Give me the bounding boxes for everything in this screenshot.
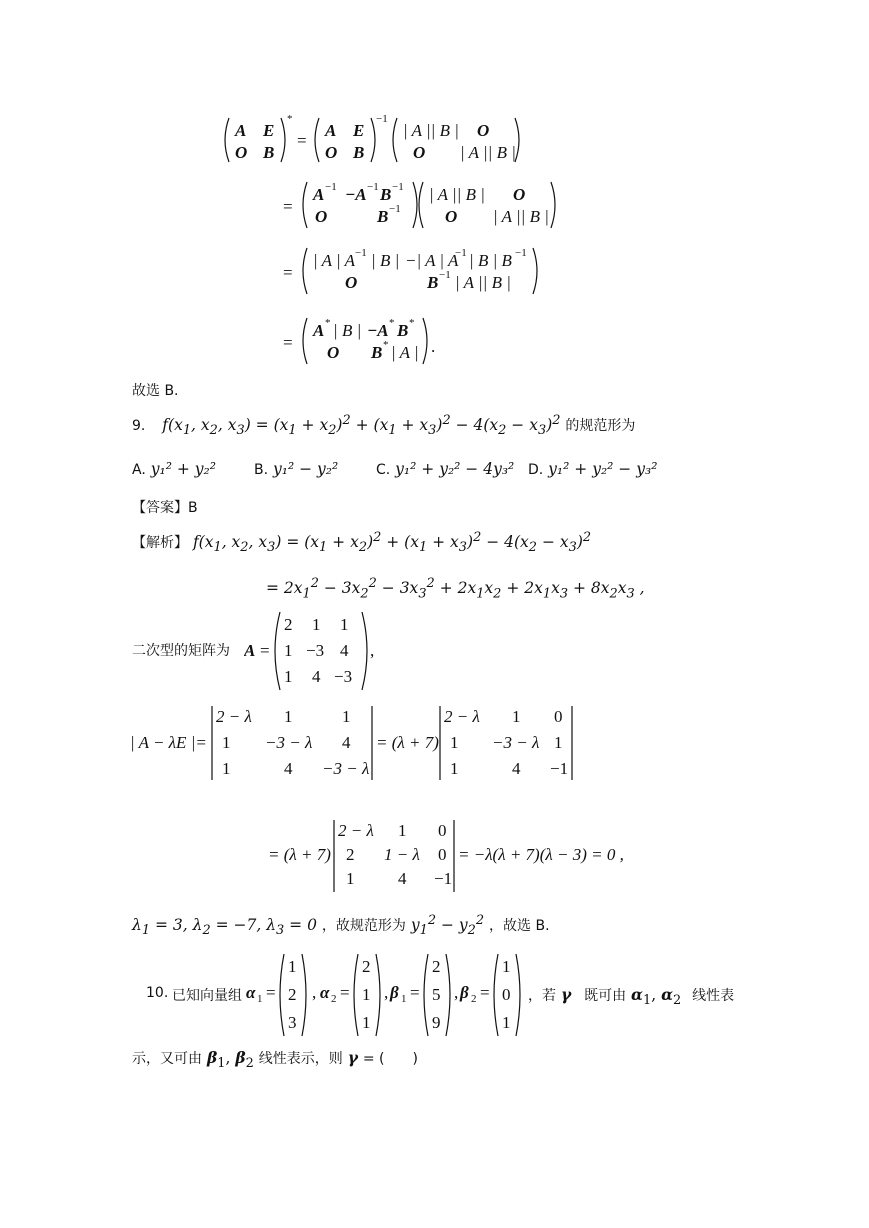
svg-text:= −λ(λ + 7)(λ − 3) = 0 ,: = −λ(λ + 7)(λ − 3) = 0 , (458, 845, 624, 864)
svg-text:| A || B |: | A || B | (455, 273, 511, 292)
svg-text:2 − λ: 2 − λ (338, 821, 374, 840)
svg-text:4: 4 (284, 759, 293, 778)
svg-text:E: E (263, 121, 275, 140)
svg-text:1: 1 (554, 733, 563, 752)
svg-text:O: O (325, 143, 338, 162)
svg-text:= (λ + 7): = (λ + 7) (376, 733, 439, 752)
svg-text:1: 1 (222, 733, 231, 752)
svg-text:B: B (377, 207, 389, 226)
svg-text:1: 1 (346, 869, 355, 888)
svg-text:=: = (480, 983, 490, 1002)
svg-text:1: 1 (342, 707, 351, 726)
svg-text:1: 1 (450, 759, 459, 778)
svg-text:1 − λ: 1 − λ (384, 845, 420, 864)
svg-text:*: * (325, 317, 331, 329)
svg-text:2 − λ: 2 − λ (444, 707, 480, 726)
beta1-entry: 2 (432, 957, 441, 976)
q10-condition: ，若 γ 既可由 $\alpha_1$, $\alpha_2$ 线性表 (528, 985, 735, 1009)
svg-text:β: β (390, 983, 399, 1002)
svg-text:=: = (283, 263, 293, 282)
svg-text:B: B (371, 343, 383, 362)
svg-text:1: 1 (401, 993, 407, 1005)
q9-option-d: D. y₁² + y₂² − y₃² (528, 460, 658, 478)
svg-text:A: A (325, 121, 337, 140)
svg-text:A: A (313, 321, 325, 340)
q9-analysis-line2: = $2x_1^2 - 3x_2^2 - 3x_3^2 + 2x_1x_2 + 2x_1x_3 + 8x_2x_3$ , (266, 576, 645, 602)
svg-text:1: 1 (257, 993, 263, 1005)
svg-text:*: * (409, 317, 415, 329)
svg-text:−1: −1 (515, 247, 527, 259)
svg-text:−1: −1 (355, 247, 367, 259)
svg-text:1: 1 (340, 615, 349, 634)
svg-text:1: 1 (398, 821, 407, 840)
svg-text:| B |: | B | (371, 251, 400, 270)
svg-text:B: B (427, 273, 439, 292)
svg-text:O: O (413, 143, 426, 162)
svg-text:−| A | A: −| A | A (405, 251, 459, 270)
svg-text:,: , (370, 641, 375, 660)
alpha1-entry: 3 (288, 1013, 297, 1032)
svg-text:*: * (383, 339, 389, 351)
svg-text:−1: −1 (455, 247, 467, 259)
analysis-label: 【解析】 (132, 535, 188, 552)
svg-text:=: = (283, 333, 293, 352)
svg-text:O: O (327, 343, 340, 362)
svg-text:| A || B |: | A || B | (429, 185, 485, 204)
svg-text:=: = (260, 641, 270, 660)
q9-analysis-line1: 【解析】 $f(x_1$, $x_2$, $x_3) = (x_1 + x_2)^2 + (x_1 + x_3)^2 - 4(x_2 - x_3)^2$ (132, 530, 592, 556)
svg-text:−1: −1 (376, 113, 388, 125)
svg-text:−1: −1 (439, 269, 451, 281)
svg-text:1: 1 (284, 667, 293, 686)
svg-text:B: B (353, 143, 365, 162)
svg-text:0: 0 (554, 707, 563, 726)
alpha2-entry: 1 (362, 985, 371, 1004)
q9-stem (132, 413, 635, 438)
svg-text:−3: −3 (306, 641, 325, 660)
q9-formula: $f(x_1$, $x_2$, $x_3) = (x_1 + x_2)^2 + (x_1 + x_3)^2 - 4(x_2 - x_3)^2$ (162, 413, 561, 439)
svg-text:2: 2 (284, 615, 293, 634)
svg-text:| A || B |: | A || B | (403, 121, 459, 140)
svg-text:| A || B |: | A || B | (493, 207, 549, 226)
svg-text:.: . (431, 337, 436, 356)
beta2-entry: 1 (502, 957, 511, 976)
svg-text:−3 − λ: −3 − λ (322, 759, 370, 778)
svg-text:−A: −A (345, 185, 367, 204)
svg-text:α: α (320, 983, 330, 1002)
alpha1-entry: 2 (288, 985, 297, 1004)
svg-text:1: 1 (284, 707, 293, 726)
svg-text:4: 4 (512, 759, 521, 778)
svg-text:−3 − λ: −3 − λ (265, 733, 313, 752)
svg-text:| B | B: | B | B (469, 251, 512, 270)
svg-text:O: O (235, 143, 248, 162)
q9-number: 9. (132, 418, 146, 435)
q10-line2: 示，又可由 $\beta_1$, $\beta_2$ 线性表示，则 γ = ( ) (132, 1048, 418, 1072)
svg-text:−1: −1 (550, 759, 569, 778)
svg-text:*: * (287, 113, 293, 125)
svg-text:B: B (263, 143, 275, 162)
svg-text:| A − λE |=: | A − λE |= (130, 733, 207, 752)
q8-conclusion: 故选 B. (132, 383, 179, 399)
svg-text:−3: −3 (334, 667, 353, 686)
svg-text:2: 2 (346, 845, 355, 864)
q9-answer: 【答案】B (132, 500, 198, 516)
eigenvalue-result: $\lambda_1 = 3$, $\lambda_2 = -7$, $\lambda_3 = 0$ ，故规范形为 $y_1^2 - y_2^2$ ，故选 B. (132, 913, 550, 939)
q10-intro: 已知向量组 (172, 988, 242, 1004)
svg-text:O: O (445, 207, 458, 226)
svg-text:α: α (246, 983, 256, 1002)
beta1-entry: 5 (432, 985, 441, 1004)
svg-text:0: 0 (438, 821, 447, 840)
svg-text:*: * (389, 317, 395, 329)
alpha1-entry: 1 (288, 957, 297, 976)
reduced-determinant (268, 816, 638, 896)
q10-number: 10. (146, 985, 169, 1001)
svg-text:=: = (283, 197, 293, 216)
svg-text:1: 1 (222, 759, 231, 778)
svg-text:2: 2 (331, 993, 337, 1005)
svg-text:B: B (380, 185, 392, 204)
svg-text:B: B (397, 321, 409, 340)
svg-text:,: , (312, 983, 317, 1002)
beta2-entry: 1 (502, 1013, 511, 1032)
svg-text:=: = (410, 983, 420, 1002)
svg-text:4: 4 (312, 667, 321, 686)
svg-text:= (λ + 7): = (λ + 7) (268, 845, 331, 864)
svg-text:| A || B |: | A || B | (460, 143, 516, 162)
beta2-entry: 0 (502, 985, 511, 1004)
svg-text:,: , (384, 983, 389, 1002)
svg-text:4: 4 (340, 641, 349, 660)
svg-text:−A: −A (367, 321, 389, 340)
svg-text:β: β (460, 983, 469, 1002)
svg-text:4: 4 (342, 733, 351, 752)
matrix-intro: 二次型的矩阵为 (132, 643, 230, 659)
adjoint-derivation (215, 110, 575, 375)
alpha2-entry: 2 (362, 957, 371, 976)
svg-text:=: = (266, 983, 276, 1002)
svg-text:A: A (235, 121, 247, 140)
svg-text:−1: −1 (434, 869, 453, 888)
svg-text:,: , (454, 983, 459, 1002)
svg-text:1: 1 (512, 707, 521, 726)
q10-vectors (246, 950, 526, 1040)
svg-text:1: 1 (312, 615, 321, 634)
svg-text:| B |: | B | (333, 321, 362, 340)
characteristic-determinant (130, 702, 590, 786)
svg-text:O: O (315, 207, 328, 226)
svg-text:O: O (345, 273, 358, 292)
q9-option-a: A. y₁² + y₂² (132, 460, 216, 478)
svg-text:−1: −1 (389, 203, 401, 215)
svg-text:−3 − λ: −3 − λ (492, 733, 540, 752)
svg-text:−1: −1 (392, 181, 404, 193)
svg-text:=: = (297, 131, 307, 150)
quadratic-form-matrix (244, 608, 384, 694)
svg-text:O: O (513, 185, 526, 204)
svg-text:=: = (340, 983, 350, 1002)
svg-text:−1: −1 (325, 181, 337, 193)
svg-text:E: E (353, 121, 365, 140)
svg-text:2 − λ: 2 − λ (216, 707, 252, 726)
svg-text:1: 1 (284, 641, 293, 660)
svg-text:4: 4 (398, 869, 407, 888)
svg-text:2: 2 (471, 993, 477, 1005)
svg-text:1: 1 (450, 733, 459, 752)
q9-option-c: C. y₁² + y₂² − 4y₃² (376, 460, 515, 478)
svg-text:A: A (244, 641, 256, 660)
q9-stem-tail: 的规范形为 (565, 418, 636, 435)
alpha2-entry: 1 (362, 1013, 371, 1032)
svg-text:| A |: | A | (391, 343, 419, 362)
svg-text:O: O (477, 121, 490, 140)
beta1-entry: 9 (432, 1013, 441, 1032)
q9-option-b: B. y₁² − y₂² (254, 460, 339, 478)
svg-text:A: A (313, 185, 325, 204)
svg-text:−1: −1 (367, 181, 379, 193)
svg-text:| A | A: | A | A (313, 251, 355, 270)
svg-text:0: 0 (438, 845, 447, 864)
